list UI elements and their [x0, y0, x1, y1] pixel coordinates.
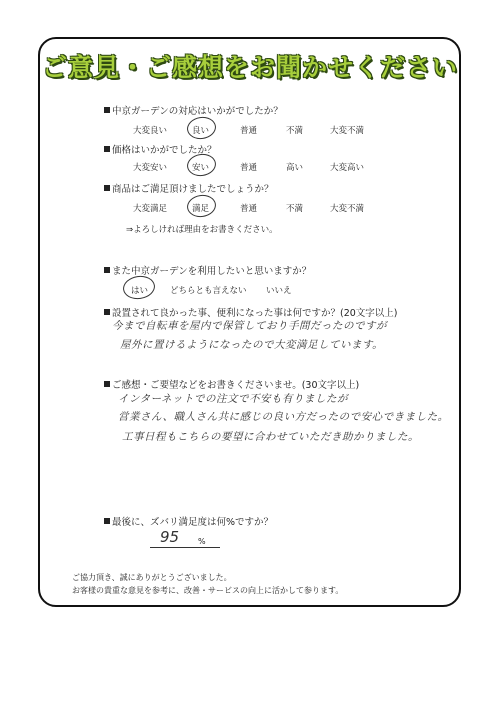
satisfaction-unit: %: [198, 537, 206, 546]
bullet-square-icon: [104, 381, 110, 387]
q5-answer-line-2: 屋外に置けるようになったので大変満足しています。: [120, 339, 384, 351]
satisfaction-underline: [150, 547, 220, 548]
question-7-label: 最後に、ズバリ満足度は何%ですか？: [112, 517, 274, 528]
footer-thanks: ご協力頂き、誠にありがとうございました。: [72, 573, 232, 582]
question-4-label: また中京ガーデンを利用したいと思いますか？: [112, 266, 312, 277]
q3-option-3[interactable]: 普通: [240, 204, 258, 214]
survey-title: ご意見・ご感想をお聞かせください: [41, 53, 458, 82]
question-3: [104, 181, 274, 195]
q2-option-1[interactable]: 大変安い: [133, 163, 168, 173]
question-5-label: 設置されて良かった事、便利になった事は何ですか？(20文字以上): [112, 308, 398, 319]
q5-answer-line-1: 今まで自転車を屋内で保管しており手間だったのですが: [112, 320, 387, 332]
bullet-square-icon: [104, 146, 110, 152]
q3-reason-note: ⇒よろしければ理由をお書きください。: [126, 225, 278, 235]
bullet-square-icon: [104, 309, 110, 315]
q1-option-5[interactable]: 大変不満: [330, 126, 365, 136]
q3-option-2[interactable]: 満足: [192, 204, 210, 214]
q4-option-no[interactable]: いいえ: [266, 286, 292, 296]
satisfaction-value[interactable]: 95: [160, 528, 180, 546]
q3-option-1[interactable]: 大変満足: [133, 204, 168, 214]
question-5: [104, 305, 398, 319]
q2-option-4[interactable]: 高い: [286, 163, 304, 173]
bullet-square-icon: [104, 267, 110, 273]
q4-option-neutral[interactable]: どちらとも言えない: [170, 286, 247, 296]
q6-answer-line-1: インターネットでの注文で不安も有りましたが: [118, 393, 349, 405]
bullet-square-icon: [104, 107, 110, 113]
bullet-square-icon: [104, 185, 110, 191]
footer-improvement-note: お客様の貴重な意見を参考に、改善・サービスの向上に活かして参ります。: [72, 586, 344, 595]
question-1-label: 中京ガーデンの対応はいかがでしたか？: [112, 106, 283, 117]
question-6: [104, 377, 359, 391]
q1-option-3[interactable]: 普通: [240, 126, 258, 136]
q2-option-5[interactable]: 大変高い: [330, 163, 365, 173]
q1-option-4[interactable]: 不満: [286, 126, 304, 136]
bullet-square-icon: [104, 518, 110, 524]
question-1: [104, 103, 283, 117]
q2-option-2[interactable]: 安い: [192, 163, 210, 173]
q1-option-1[interactable]: 大変良い: [133, 126, 168, 136]
question-2-label: 価格はいかがでしたか？: [112, 145, 217, 156]
q6-answer-line-2: 営業さん、職人さん共に感じの良い方だったので安心できました。: [118, 411, 449, 423]
question-4: [104, 263, 311, 277]
question-6-label: ご感想・ご要望などをお書きくださいませ。(30文字以上): [112, 380, 360, 391]
q1-option-2[interactable]: 良い: [192, 126, 210, 136]
q2-option-3[interactable]: 普通: [240, 163, 258, 173]
question-7: [104, 514, 273, 528]
q6-answer-line-3: 工事日程もこちらの要望に合わせていただき助かりました。: [122, 431, 419, 443]
question-3-label: 商品はご満足頂けましたでしょうか？: [112, 184, 274, 195]
q3-option-4[interactable]: 不満: [286, 204, 304, 214]
q3-option-5[interactable]: 大変不満: [330, 204, 365, 214]
q4-option-yes[interactable]: はい: [131, 286, 149, 296]
